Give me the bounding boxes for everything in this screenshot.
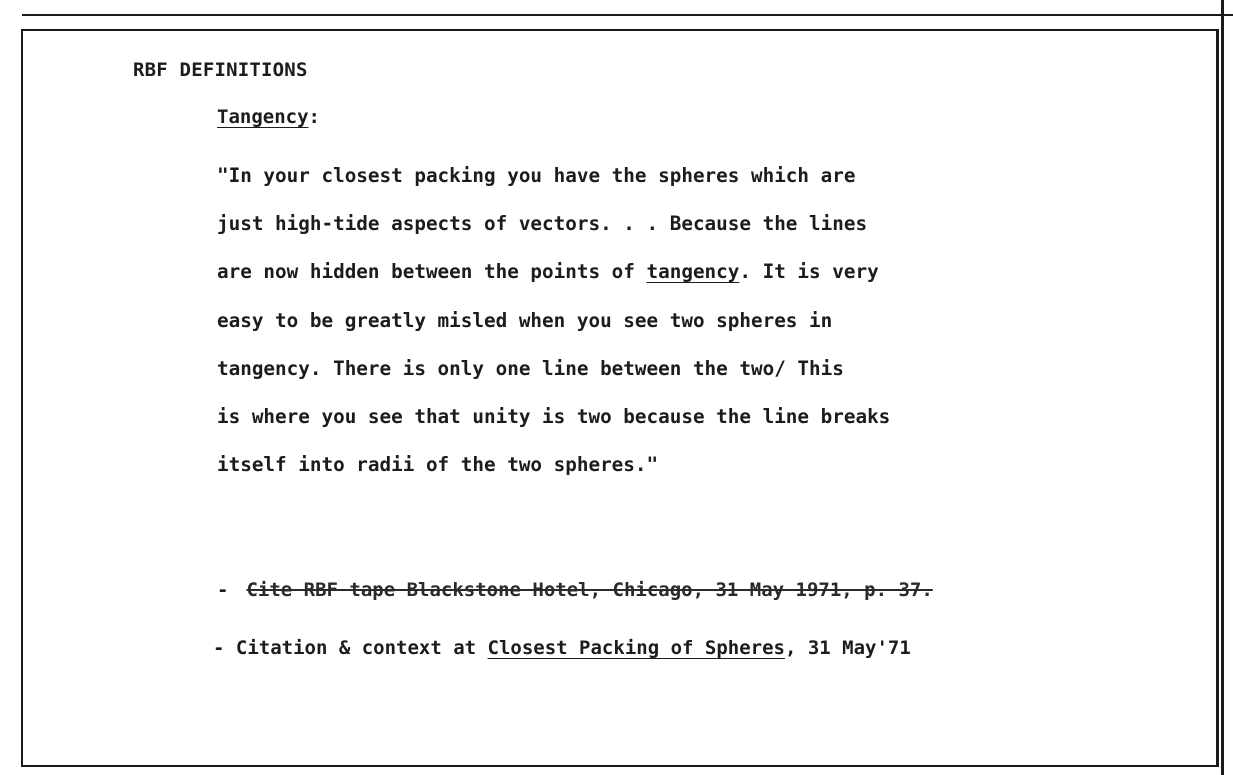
quote-line-3-end: . It is very: [739, 260, 879, 284]
struck-citation-text: Cite RBF tape Blackstone Hotel, Chicago, 31 May 1971, p. 37.: [246, 579, 933, 601]
term-colon: :: [308, 106, 320, 128]
quote-line-3: [217, 248, 1117, 296]
quote-line-3-start: are now hidden between the points of: [217, 260, 647, 284]
quote-line-5: tangency. There is only one line between the two/ This: [217, 356, 844, 380]
definition-card: [21, 29, 1219, 767]
quote-line-7: itself into radii of the two spheres.": [217, 453, 659, 477]
quote-line-1: "In your closest packing you have the spheres which are: [217, 164, 856, 187]
term-word: Tangency: [217, 106, 309, 128]
struck-citation: [217, 579, 933, 601]
right-border: [1221, 0, 1224, 775]
quote-line-2: just high-tide aspects of vectors. . . Because the lines: [217, 212, 868, 236]
quote-line-4: easy to be greatly misled when you see two spheres in: [217, 308, 833, 332]
top-border: [0, 0, 1233, 22]
definition-quote: [217, 152, 1117, 489]
citation-date: , 31 May'71: [784, 637, 911, 659]
citation-prefix: - Citation & context at: [213, 637, 488, 659]
citation-line: [213, 637, 911, 659]
quote-line-6: is where you see that unity is two because the line breaks: [217, 405, 891, 429]
citation-link[interactable]: Closest Packing of Spheres: [487, 637, 785, 659]
tangency-underlined: tangency: [646, 260, 740, 284]
term-heading: [217, 106, 320, 128]
page-title: RBF DEFINITIONS: [133, 59, 308, 81]
struck-citation-dash: -: [217, 579, 229, 601]
